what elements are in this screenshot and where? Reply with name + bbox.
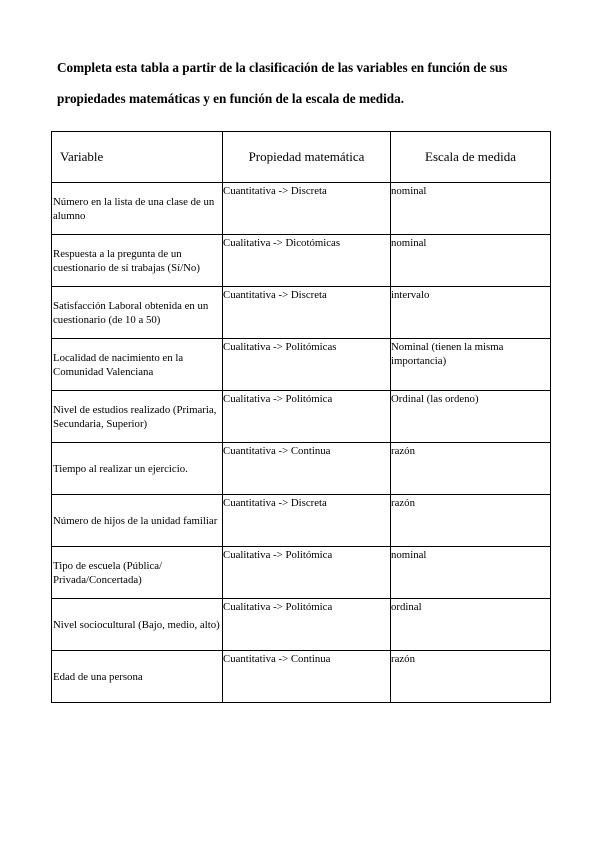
header-variable: Variable	[52, 132, 223, 183]
table-row	[52, 599, 551, 651]
cell-propiedad: Cuantitativa -> Discreta	[223, 287, 391, 339]
cell-variable: Tiempo al realizar un ejercicio.	[52, 443, 223, 495]
cell-variable: Número de hijos de la unidad familiar	[52, 495, 223, 547]
table-row	[52, 547, 551, 599]
table-row	[52, 443, 551, 495]
cell-variable: Tipo de escuela (Pública/ Privada/Concertada)	[52, 547, 223, 599]
cell-propiedad: Cuantitativa -> Continua	[223, 443, 391, 495]
cell-propiedad: Cuantitativa -> Discreta	[223, 495, 391, 547]
cell-variable: Edad de una persona	[52, 651, 223, 703]
cell-propiedad: Cuantitativa -> Discreta	[223, 183, 391, 235]
cell-variable: Satisfacción Laboral obtenida en un cuestionario (de 10 a 50)	[52, 287, 223, 339]
cell-propiedad: Cualitativa -> Politómica	[223, 599, 391, 651]
table-row	[52, 183, 551, 235]
cell-propiedad: Cualitativa -> Politómicas	[223, 339, 391, 391]
cell-propiedad: Cualitativa -> Dicotómicas	[223, 235, 391, 287]
cell-variable: Localidad de nacimiento en la Comunidad Valenciana	[52, 339, 223, 391]
table-row	[52, 651, 551, 703]
instruction-text: Completa esta tabla a partir de la clasificación de las variables en función de sus propiedades matemáticas y en función de la escala de medida.	[57, 60, 508, 106]
cell-variable: Nivel de estudios realizado (Primaria, Secundaria, Superior)	[52, 391, 223, 443]
table-row	[52, 287, 551, 339]
table-header-row	[52, 132, 551, 183]
cell-escala: ordinal	[391, 599, 551, 651]
cell-escala: razón	[391, 651, 551, 703]
table-row	[52, 235, 551, 287]
cell-variable: Respuesta a la pregunta de un cuestionario de sí trabajas (Sí/No)	[52, 235, 223, 287]
cell-escala: intervalo	[391, 287, 551, 339]
cell-escala: nominal	[391, 547, 551, 599]
cell-escala: razón	[391, 495, 551, 547]
cell-escala: razón	[391, 443, 551, 495]
cell-escala: Nominal (tienen la misma importancia)	[391, 339, 551, 391]
table-row	[52, 495, 551, 547]
table-row	[52, 391, 551, 443]
cell-propiedad: Cualitativa -> Politómica	[223, 391, 391, 443]
cell-escala: nominal	[391, 235, 551, 287]
table-row	[52, 339, 551, 391]
cell-escala: nominal	[391, 183, 551, 235]
cell-escala: Ordinal (las ordeno)	[391, 391, 551, 443]
header-escala-de-medida: Escala de medida	[391, 132, 551, 183]
cell-variable: Número en la lista de una clase de un alumno	[52, 183, 223, 235]
cell-variable: Nivel sociocultural (Bajo, medio, alto)	[52, 599, 223, 651]
cell-propiedad: Cualitativa -> Politómica	[223, 547, 391, 599]
cell-propiedad: Cuantitativa -> Continua	[223, 651, 391, 703]
header-propiedad-matematica: Propiedad matemática	[223, 132, 391, 183]
variables-table	[51, 131, 551, 703]
